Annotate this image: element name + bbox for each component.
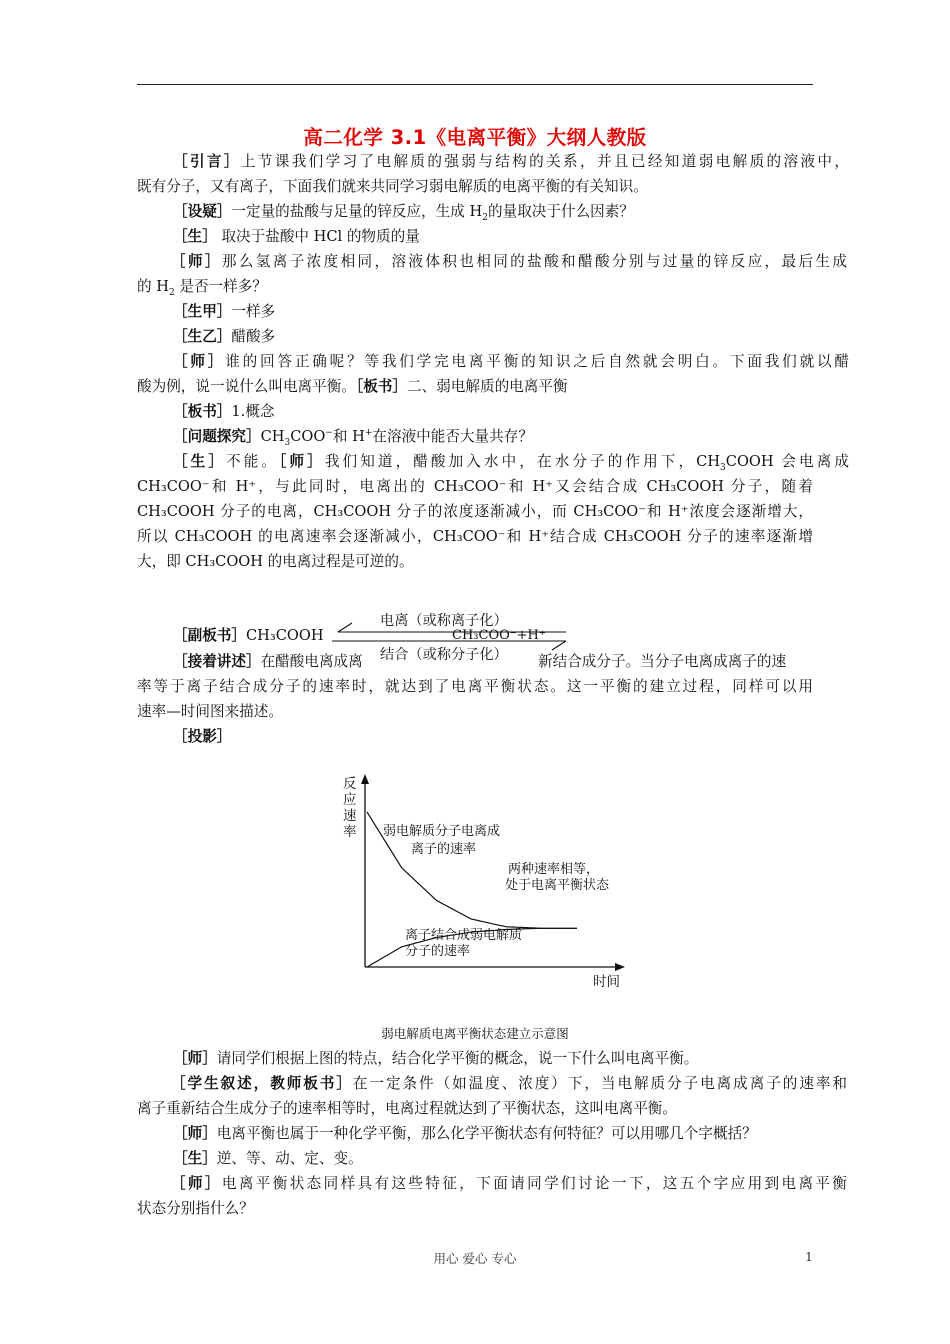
para-yinyan-line1: ［引言］上节课我们学习了电解质的强弱与结构的关系，并且已经知道弱电解质的溶液中，	[173, 153, 849, 170]
para-shi-5-line2: 状态分别指什么？	[137, 1200, 254, 1217]
series-ionization-label-2: 离子的速率	[411, 842, 477, 857]
para-sheng-2: ［生］逆、等、动、定、变。	[173, 1150, 363, 1167]
equilibrium-note-1: 两种速率相等，	[508, 862, 600, 877]
y-axis-label-1: 反	[343, 776, 357, 792]
para-jiezhe-line3: 速率—时间图来描述。	[137, 703, 283, 720]
para-sheng-1: ［生］ 取决于盐酸中 HCl 的物质的量	[173, 228, 420, 245]
para-explain-line5: 大，即 CH₃COOH 的电离过程是可逆的。	[137, 553, 414, 570]
arrow-upper-label: 电离（或称离子化）	[380, 613, 508, 629]
obscured-products: CH₃COO⁻+H⁺	[452, 628, 546, 643]
series-ionization-label-1: 弱电解质分子电离成	[383, 824, 501, 839]
para-shi-3: ［师］请同学们根据上图的特点，结合化学平衡的概念，说一下什么叫电离平衡。	[173, 1050, 699, 1067]
y-axis-arrow	[361, 774, 369, 784]
series-recombination-label-1: 离子结合成弱电解质	[405, 928, 523, 943]
para-shi-5-line1: ［师］电离平衡状态同样具有这些特征，下面请同学们讨论一下，这五个字应用到电离平衡	[171, 1175, 847, 1192]
para-shi-2-line1: ［师］谁的回答正确呢？等我们学完电离平衡的知识之后自然就会明白。下面我们就以醋	[173, 353, 849, 370]
para-jiezhe-line2: 率等于离子结合成分子的速率时，就达到了电离平衡状态。这一平衡的建立过程，同样可以用	[137, 678, 813, 695]
para-shi-4: ［师］电离平衡也属于一种化学平衡，那么化学平衡状态有何特征？可以用哪几个字概括？	[173, 1125, 757, 1142]
chart-caption: 弱电解质电离平衡状态建立示意图	[381, 1026, 569, 1041]
para-sheyi: ［设疑］一定量的盐酸与足量的锌反应，生成 $H_2$的量取决于什么因素？	[173, 203, 634, 223]
x-axis-label: 时间	[593, 974, 620, 990]
para-explain-line1: ［生］不能。［师］我们知道，醋酸加入水中，在水分子的作用下，$CH_3COOH$ 会电离成	[173, 453, 849, 473]
para-fubanshu: ［副板书］CH₃COOH	[173, 627, 324, 644]
para-xuesheng-line2: 离子重新结合生成分子的速率相等时，电离过程就达到了平衡状态，这叫电离平衡。	[137, 1100, 677, 1117]
para-explain-line3: CH₃COOH 分子的电离，CH₃COOH 分子的浓度逐渐减小，而 CH₃COO⁻和 H⁺浓度会逐渐增大，	[137, 503, 813, 520]
tag-yinyan: ［引言］	[173, 153, 241, 170]
series-recombination-label-2: 分子的速率	[405, 944, 471, 959]
para-banshu-1: ［板书］1.概念	[173, 403, 275, 420]
y-axis-label-4: 率	[343, 824, 357, 840]
para-shi-1-line2: 的 $H_2$ 是否一样多？	[137, 278, 267, 298]
para-shi-1-line1: ［师］那么氢离子浓度相同，溶液体积也相同的盐酸和醋酸分别与过量的锌反应，最后生成	[171, 253, 847, 270]
page-footer: 用心 爱心 专心	[433, 1251, 517, 1266]
para-jiezhe-end: 新结合成分子。当分子电离成离子的速	[538, 653, 787, 670]
para-jiezhe-start: ［接着讲述］在醋酸电离成离	[173, 653, 363, 670]
rate-time-chart	[335, 770, 635, 995]
para-explain-line4: 所以 CH₃COOH 的电离速率会逐渐减小，CH₃COO⁻和 H⁺结合成 CH₃COOH 分子的速率逐渐增	[137, 528, 813, 545]
equilibrium-note-2: 处于电离平衡状态	[505, 878, 610, 893]
page-title: 高二化学 3.1《电离平衡》大纲人教版	[303, 126, 647, 149]
para-yinyan-line2: 既有分子，又有离子，下面我们就来共同学习弱电解质的电离平衡的有关知识。	[137, 178, 648, 195]
para-shi-2-line2: 酸为例，说一说什么叫电离平衡。［板书］二、弱电解质的电离平衡	[137, 378, 568, 395]
para-touying: ［投影］	[173, 728, 232, 745]
x-axis-arrow	[615, 963, 625, 971]
para-shengjia: ［生甲］一样多	[173, 303, 276, 320]
para-explain-line2: CH₃COO⁻和 H⁺，与此同时，电离出的 CH₃COO⁻和 H⁺又会结合成 CH₃COOH 分子，随着	[137, 478, 813, 495]
arrow-lower-label: 结合（或称分子化）	[380, 647, 508, 663]
header-rule	[137, 84, 813, 85]
y-axis-label-2: 应	[343, 792, 357, 808]
page-number: 1	[805, 1249, 813, 1264]
para-shengyi: ［生乙］醋酸多	[173, 328, 276, 345]
para-wenti: ［问题探究$]CH_3COO^-$和 H+在溶液中能否大量共存？	[173, 428, 533, 448]
y-axis-label-3: 速	[343, 808, 357, 824]
para-xuesheng-line1: ［学生叙述，教师板书］在一定条件（如温度、浓度）下，当电解质分子电离成离子的速率和	[171, 1075, 847, 1092]
